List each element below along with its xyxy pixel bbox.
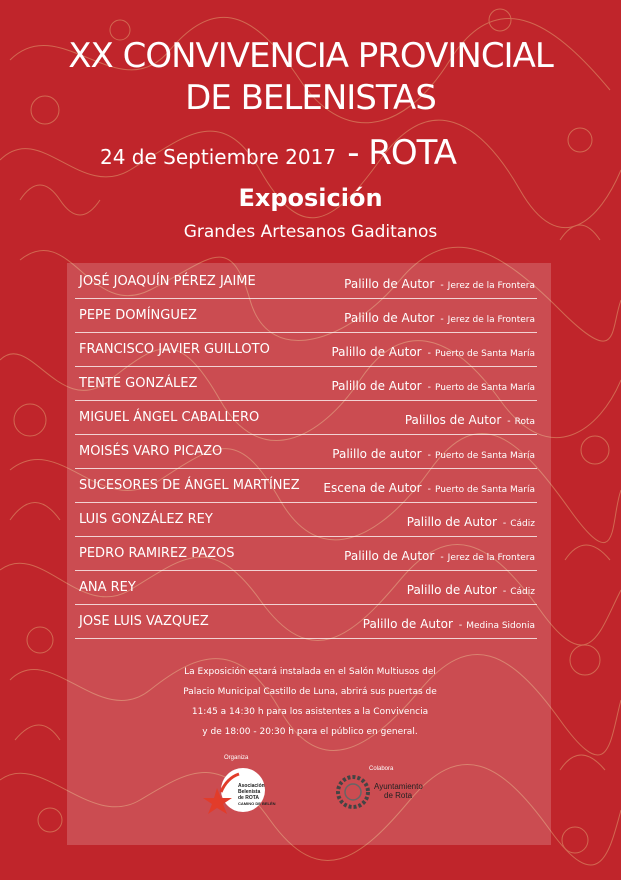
artisan-name: FRANCISCO JAVIER GUILLOTO — [79, 342, 270, 357]
separator: - — [427, 382, 431, 393]
association-name: Asociación Belenista de ROTA CAMINO DE BELÉN — [238, 783, 276, 806]
event-date: 24 de Septiembre 2017 — [100, 145, 337, 169]
artisan-row — [75, 472, 537, 503]
artisan-row — [75, 336, 537, 367]
artisan-name: ANA REY — [79, 580, 136, 595]
separator: - — [507, 416, 511, 427]
artisan-detail — [344, 547, 535, 565]
artisan-type: Palillo de Autor — [362, 617, 453, 631]
title-line-2: DE BELENISTAS — [185, 78, 436, 118]
separator: - — [502, 518, 507, 529]
artisan-place: Cádiz — [510, 519, 535, 529]
artisan-type: Palillo de Autor — [406, 515, 497, 529]
artisan-place: Puerto de Santa María — [434, 451, 535, 461]
title-line-1: XX CONVIVENCIA PROVINCIAL — [68, 36, 553, 76]
artisan-type: Palillo de Autor — [344, 549, 435, 563]
artisan-detail — [407, 513, 535, 531]
artisan-name: PEDRO RAMIREZ PAZOS — [79, 546, 235, 561]
artisan-row — [75, 574, 537, 605]
separator: - — [427, 450, 431, 461]
ayuntamiento-seal-icon — [336, 775, 370, 809]
artisan-place: Jerez de la Frontera — [447, 553, 535, 563]
separator: - — [502, 586, 507, 597]
artisan-place: Jerez de la Frontera — [447, 281, 535, 291]
artisan-detail — [363, 615, 535, 633]
artisan-detail — [344, 309, 535, 327]
info-line: 11:45 a 14:30 h para los asistentes a la Convivencia — [191, 707, 429, 717]
separator: - — [440, 314, 444, 325]
artisan-name: PEPE DOMÍNGUEZ — [79, 308, 197, 323]
organiza-label: Organiza — [224, 755, 249, 761]
separator: - — [427, 484, 431, 495]
exhibition-heading: Exposición — [238, 184, 383, 212]
separator: - — [458, 620, 463, 631]
artisan-place: Cádiz — [510, 587, 535, 597]
artisan-row — [75, 268, 537, 299]
artisan-row — [75, 608, 537, 639]
artisan-name: JOSÉ JOAQUÍN PÉREZ JAIME — [79, 274, 256, 289]
artisan-name: LUIS GONZÁLEZ REY — [79, 512, 213, 527]
separator: - — [427, 348, 431, 359]
artisan-row — [75, 540, 537, 571]
info-line: y de 18:00 - 20:30 h para el público en general. — [202, 727, 418, 737]
artisan-place: Jerez de la Frontera — [447, 315, 535, 325]
artisan-detail — [323, 479, 535, 497]
artisan-row — [75, 370, 537, 401]
artisan-type: Palillo de Autor — [344, 277, 435, 291]
artisan-name: MIGUEL ÁNGEL CABALLERO — [79, 410, 260, 425]
artisan-row — [75, 506, 537, 537]
artisan-name: TENTE GONZÁLEZ — [79, 376, 198, 391]
artisan-name: MOISÉS VARO PICAZO — [79, 444, 223, 459]
artisan-row — [75, 404, 537, 435]
event-city: - ROTA — [347, 133, 457, 173]
info-line: La Exposición estará instalada en el Salón Multiusos del — [184, 667, 436, 677]
info-line: Palacio Municipal Castillo de Luna, abrirá sus puertas de — [183, 687, 437, 697]
artisan-detail — [407, 581, 535, 599]
exhibition-info — [160, 662, 460, 742]
artisan-detail — [405, 411, 535, 429]
separator: - — [440, 280, 444, 291]
artisan-place: Puerto de Santa María — [434, 383, 535, 393]
artisan-type: Palillo de autor — [332, 447, 422, 461]
artisan-detail — [331, 343, 535, 361]
artisan-detail — [344, 275, 535, 293]
separator: - — [440, 552, 444, 563]
artisan-type: Palillo de Autor — [331, 379, 422, 393]
artisan-type: Escena de Autor — [323, 481, 422, 495]
artisan-type: Palillo de Autor — [331, 345, 422, 359]
artisan-place: Rota — [514, 417, 535, 427]
artisan-row — [75, 438, 537, 469]
artisan-detail — [331, 377, 535, 395]
artisan-name: JOSE LUIS VAZQUEZ — [79, 614, 209, 629]
artisan-place: Puerto de Santa María — [434, 485, 535, 495]
artisan-name: SUCESORES DE ÁNGEL MARTÍNEZ — [79, 478, 300, 493]
artisan-row — [75, 302, 537, 333]
colabora-label: Colabora — [369, 766, 394, 772]
artisan-type: Palillo de Autor — [406, 583, 497, 597]
exhibition-subtitle: Grandes Artesanos Gaditanos — [183, 222, 438, 242]
artisan-type: Palillo de Autor — [344, 311, 435, 325]
date-line — [100, 133, 456, 173]
artisan-type: Palillos de Autor — [404, 413, 502, 427]
artisan-place: Puerto de Santa María — [434, 349, 535, 359]
artisan-detail — [332, 445, 535, 463]
ayuntamiento-name: Ayuntamiento de Rota — [374, 782, 423, 800]
artisan-place: Medina Sidonia — [466, 621, 535, 631]
